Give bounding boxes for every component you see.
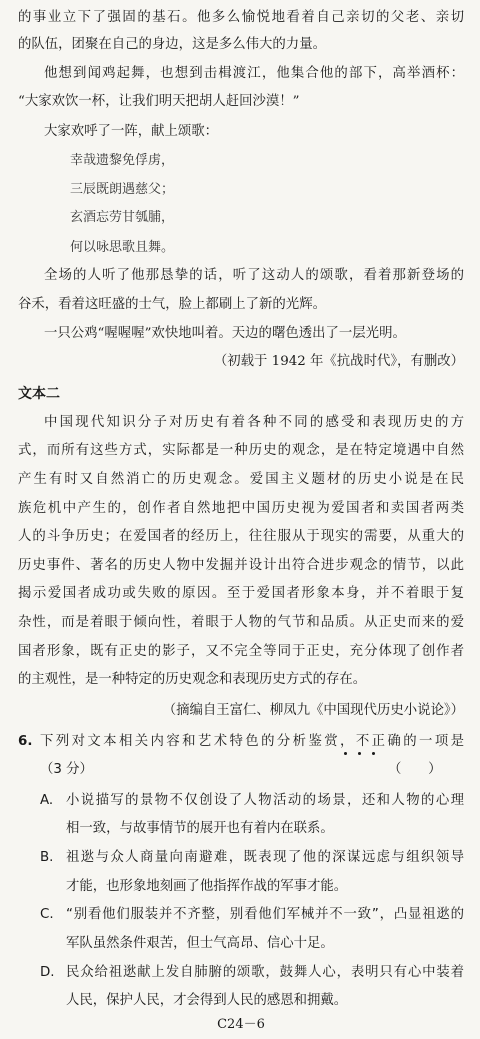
option-text: “别看他们服装并不齐整，别看他们军械并不一致”，凸显祖逖的 [66,907,464,922]
paragraph-line: 揭示爱国者成功或失败的原因。至于爱国者形象本身，并不着眼于复 [18,586,464,601]
paragraph-line: 产生有时又自然消亡的历史观念。爱国主义题材的历史小说是在民 [18,472,464,487]
option-text: 军队虽然条件艰苦，但士气高昂、信心十足。 [66,936,334,951]
paragraph-line: “大家欢饮一杯，让我们明天把胡人赶回沙漠！” [18,94,300,109]
paragraph-line: 中国现代知识分子对历史有着各种不同的感受和表现历史的方 [44,415,464,430]
poem-line: 玄酒忘劳甘瓠脯， [70,210,175,225]
option-text: 才能，也形象地刻画了他指挥作战的军事才能。 [66,879,348,894]
poem-line: 幸哉遗黎免俘虏， [70,153,175,168]
option-text: 祖逖与众人商量向南避难，既表现了他的深谋远虑与组织领导 [66,850,464,865]
section-heading: 文本二 [18,386,60,402]
paragraph-line: 人的斗争历史；在爱国者的经历上，往往服从于现实的需要，从重大的 [18,529,464,544]
poem-line: 三辰既朗遇慈父； [70,182,175,197]
paragraph-line: 大家欢呼了一阵，献上颂歌： [44,124,219,139]
paragraph-line: 全场的人听了他那恳挚的话，听了这动人的颂歌，看着那新登场的 [44,268,464,283]
question-stem: 下列对文本相关内容和艺术特色的分析鉴赏，不正确的一项是 [40,734,464,749]
paragraph-line: 一只公鸡“喔喔喔”欢快地叫着。天边的曙色透出了一层光明。 [44,326,406,341]
paragraph-line: 族危机中产生的，创作者自然地把中国历史视为爱国者和卖国者两类 [18,501,464,516]
poem-line: 何以咏思歌且舞。 [70,240,175,255]
answer-blank[interactable]: （ ） [388,762,442,777]
option-text: 相一致，与故事情节的展开也有着内在联系。 [66,821,334,836]
option-text: 人民，保护人民，才会得到人民的感恩和拥戴。 [66,993,348,1008]
paragraph-line: 的事业立下了强固的基石。他多么愉悦地看着自己亲切的父老、亲切 [18,10,464,25]
option-text: 小说描写的景物不仅创设了人物活动的场景，还和人物的心理 [66,793,464,808]
paragraph-line: 历史事件、著名的历史人物中发掘并设计出符合进步观念的情节，以此 [18,558,464,573]
page-footer: C24－6 [217,1017,265,1032]
paragraph-line: 的队伍，团聚在自己的身边，这是多么伟大的力量。 [18,37,326,52]
paragraph-line: 谷禾，看着这旺盛的士气，脸上都刷上了新的光辉。 [18,297,326,312]
option-label: D. [40,965,55,980]
paragraph-line: 他想到闻鸡起舞，也想到击楫渡江，他集合他的部下，高举酒杯： [44,66,464,81]
paragraph-line: 的主观性，是一种特定的历史观念和表现历史方式的存在。 [18,672,367,687]
question-number: 6. [18,734,33,749]
question-score: （3 分） [40,762,93,777]
option-label: B. [40,850,54,865]
paragraph-line: 杂性，而是着眼于倾向性，着眼于人物的气节和品质。从正史而来的爱 [18,615,464,630]
paragraph-line: 式，而所有这些方式，实际都是一种历史的观念，是在特定境遇中自然 [18,443,464,458]
option-label: C. [40,907,54,922]
option-text: 民众给祖逖献上发自肺腑的颂歌，鼓舞人心，表明只有心中装着 [66,965,464,980]
paragraph-line: 国者形象，既有正史的影子，又不完全等同于正史，充分体现了创作者 [18,644,464,659]
option-label: A. [40,793,54,808]
emphasis-dots [340,752,384,756]
source-citation: （初载于 1942 年《抗战时代》，有删改） [213,354,464,369]
source-citation: （摘编自王富仁、柳凤九《中国现代历史小说论》） [162,703,464,718]
